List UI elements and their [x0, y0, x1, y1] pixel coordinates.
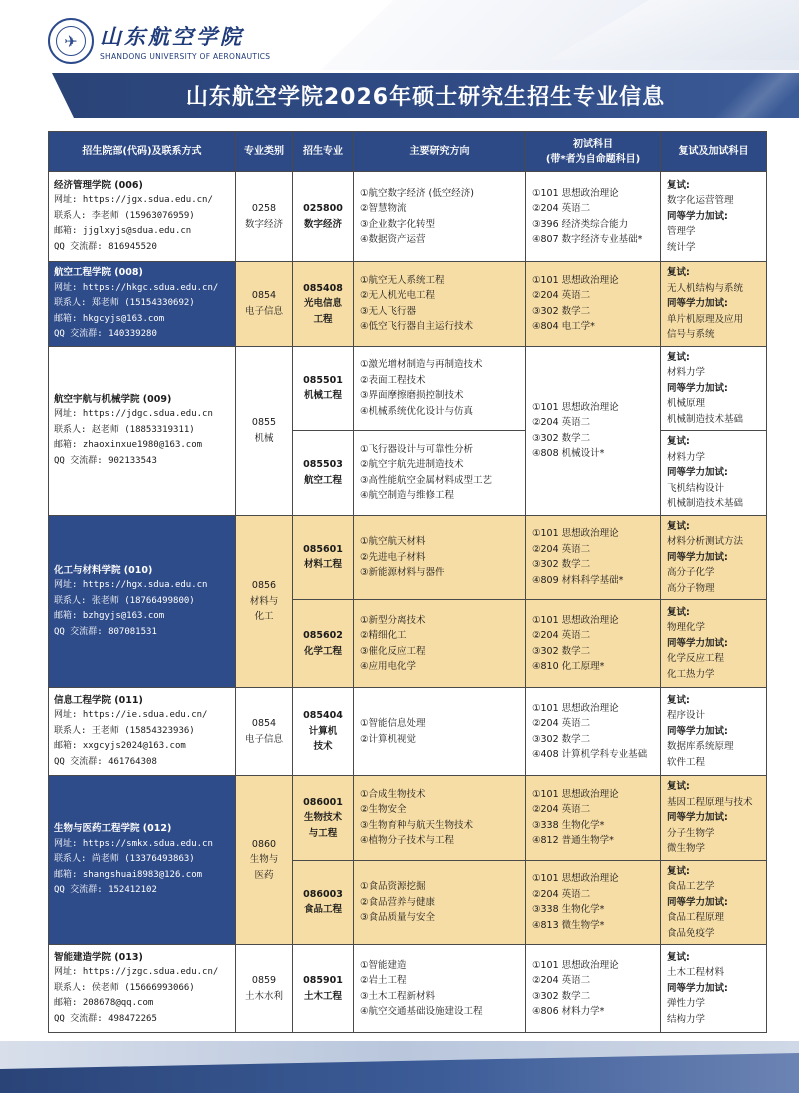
retest-cell: 复试: 材料力学 同等学力加试: 飞机结构设计 机械制造技术基础	[661, 431, 767, 516]
table-row	[49, 945, 767, 1033]
university-logo	[48, 16, 270, 66]
category-cell: 0855 机械	[236, 346, 293, 515]
category-cell: 0854 电子信息	[236, 688, 293, 776]
exam-cell: ①101 思想政治理论 ②204 英语二 ③302 数学二 ④804 电工学*	[526, 262, 661, 347]
exam-cell: ①101 思想政治理论 ②204 英语二 ③302 数学二 ④809 材料科学基础*	[526, 515, 661, 600]
table-row	[49, 172, 767, 262]
directions-cell: ①航空数字经济 (低空经济) ②智慧物流 ③企业数字化转型 ④数据资产运营	[354, 172, 526, 262]
college-cell: 生物与医药工程学院 (012) 网址: https://smkx.sdua.edu.cn 联系人: 尚老师 (13376493863) 邮箱: shangshuai8983@126.com QQ 交流群: 152412102	[49, 776, 236, 945]
header-directions: 主要研究方向	[354, 132, 526, 172]
directions-cell: ①智能建造 ②岩土工程 ③土木工程新材料 ④航空交通基础设施建设工程	[354, 945, 526, 1033]
major-cell: 085503 航空工程	[293, 431, 354, 516]
major-cell: 085602 化学工程	[293, 600, 354, 688]
retest-cell: 复试: 材料分析测试方法 同等学力加试: 高分子化学 高分子物理	[661, 515, 767, 600]
exam-cell: ①101 思想政治理论 ②204 英语二 ③302 数学二 ④408 计算机学科专业基础	[526, 688, 661, 776]
header-category: 专业类别	[236, 132, 293, 172]
directions-cell: ①食品资源挖掘 ②食品营养与健康 ③食品质量与安全	[354, 860, 526, 945]
exam-cell: ①101 思想政治理论 ②204 英语二 ③302 数学二 ④810 化工原理*	[526, 600, 661, 688]
major-cell: 085501 机械工程	[293, 346, 354, 431]
retest-cell: 复试: 基因工程原理与技术 同等学力加试: 分子生物学 微生物学	[661, 776, 767, 861]
directions-cell: ①合成生物技术 ②生物安全 ③生物育种与航天生物技术 ④植物分子技术与工程	[354, 776, 526, 861]
college-cell: 智能建造学院 (013) 网址: https://jzgc.sdua.edu.cn/ 联系人: 侯老师 (15666993066) 邮箱: 208678@qq.com QQ 交流群: 498472265	[49, 945, 236, 1033]
major-cell: 085408 光电信息 工程	[293, 262, 354, 347]
table-row	[49, 776, 767, 861]
header-exam: 初试科目 (带*者为自命题科目)	[526, 132, 661, 172]
table-row	[49, 346, 767, 431]
header-retest: 复试及加试科目	[661, 132, 767, 172]
exam-cell: ①101 思想政治理论 ②204 英语二 ③338 生物化学* ④813 微生物学*	[526, 860, 661, 945]
retest-cell: 复试: 食品工艺学 同等学力加试: 食品工程原理 食品免疫学	[661, 860, 767, 945]
college-cell: 化工与材料学院 (010) 网址: https://hgx.sdua.edu.cn 联系人: 张老师 (18766499800) 邮箱: bzhgyjs@163.com QQ 交流群: 807081531	[49, 515, 236, 688]
university-name-en: SHANDONG UNIVERSITY OF AERONAUTICS	[100, 52, 271, 61]
college-cell: 经济管理学院 (006) 网址: https://jgx.sdua.edu.cn/ 联系人: 李老师 (15963076959) 邮箱: jjglxyjs@sdua.edu.cn QQ 交流群: 816945520	[49, 172, 236, 262]
university-name-cn: 山东航空学院	[100, 24, 244, 49]
aircraft-icon: ✈	[56, 26, 86, 56]
admission-table-wrapper	[48, 131, 766, 1033]
category-cell: 0854 电子信息	[236, 262, 293, 347]
major-cell: 086001 生物技术 与工程	[293, 776, 354, 861]
category-cell: 0856 材料与 化工	[236, 515, 293, 688]
table-header-row	[49, 132, 767, 172]
directions-cell: ①新型分离技术 ②精细化工 ③催化反应工程 ④应用电化学	[354, 600, 526, 688]
university-emblem-icon	[48, 18, 94, 64]
directions-cell: ①智能信息处理 ②计算机视觉	[354, 688, 526, 776]
college-cell: 航空工程学院 (008) 网址: https://hkgc.sdua.edu.cn/ 联系人: 郑老师 (15154330692) 邮箱: hkgcyjs@163.com QQ 交流群: 140339280	[49, 262, 236, 347]
category-cell: 0258 数字经济	[236, 172, 293, 262]
retest-cell: 复试: 数字化运营管理 同等学力加试: 管理学 统计学	[661, 172, 767, 262]
retest-cell: 复试: 物理化学 同等学力加试: 化学反应工程 化工热力学	[661, 600, 767, 688]
college-cell: 航空宇航与机械学院 (009) 网址: https://jdgc.sdua.edu.cn 联系人: 赵老师 (18853319311) 邮箱: zhaoxinxue1980@163.com QQ 交流群: 902133543	[49, 346, 236, 515]
table-row	[49, 262, 767, 347]
retest-cell: 复试: 程序设计 同等学力加试: 数据库系统原理 软件工程	[661, 688, 767, 776]
directions-cell: ①航空航天材料 ②先进电子材料 ③新能源材料与器件	[354, 515, 526, 600]
major-cell: 025800 数字经济	[293, 172, 354, 262]
exam-cell: ①101 思想政治理论 ②204 英语二 ③338 生物化学* ④812 普通生物学*	[526, 776, 661, 861]
exam-cell: ①101 思想政治理论 ②204 英语二 ③396 经济类综合能力 ④807 数字经济专业基础*	[526, 172, 661, 262]
college-cell: 信息工程学院 (011) 网址: https://ie.sdua.edu.cn/ 联系人: 王老师 (15854323936) 邮箱: xxgcyjs2024@163.com QQ 交流群: 461764308	[49, 688, 236, 776]
admission-table	[48, 131, 767, 1033]
retest-cell: 复试: 土木工程材料 同等学力加试: 弹性力学 结构力学	[661, 945, 767, 1033]
major-cell: 085404 计算机 技术	[293, 688, 354, 776]
major-cell: 085601 材料工程	[293, 515, 354, 600]
page-title: 山东航空学院2026年硕士研究生招生专业信息	[185, 85, 666, 110]
table-row	[49, 688, 767, 776]
category-cell: 0860 生物与 医药	[236, 776, 293, 945]
exam-cell: ①101 思想政治理论 ②204 英语二 ③302 数学二 ④808 机械设计*	[526, 346, 661, 515]
directions-cell: ①激光增材制造与再制造技术 ②表面工程技术 ③界面摩擦磨损控制技术 ④机械系统优化设计与仿真	[354, 346, 526, 431]
header-major: 招生专业	[293, 132, 354, 172]
retest-cell: 复试: 无人机结构与系统 同等学力加试: 单片机原理及应用 信号与系统	[661, 262, 767, 347]
category-cell: 0859 土木水利	[236, 945, 293, 1033]
major-cell: 086003 食品工程	[293, 860, 354, 945]
directions-cell: ①飞行器设计与可靠性分析 ②航空宇航先进制造技术 ③高性能航空金属材料成型工艺 ④航空制造与维修工程	[354, 431, 526, 516]
major-cell: 085901 土木工程	[293, 945, 354, 1033]
exam-cell: ①101 思想政治理论 ②204 英语二 ③302 数学二 ④806 材料力学*	[526, 945, 661, 1033]
directions-cell: ①航空无人系统工程 ②无人机光电工程 ③无人飞行器 ④低空飞行器自主运行技术	[354, 262, 526, 347]
header-college: 招生院部(代码)及联系方式	[49, 132, 236, 172]
table-row	[49, 515, 767, 600]
retest-cell: 复试: 材料力学 同等学力加试: 机械原理 机械制造技术基础	[661, 346, 767, 431]
